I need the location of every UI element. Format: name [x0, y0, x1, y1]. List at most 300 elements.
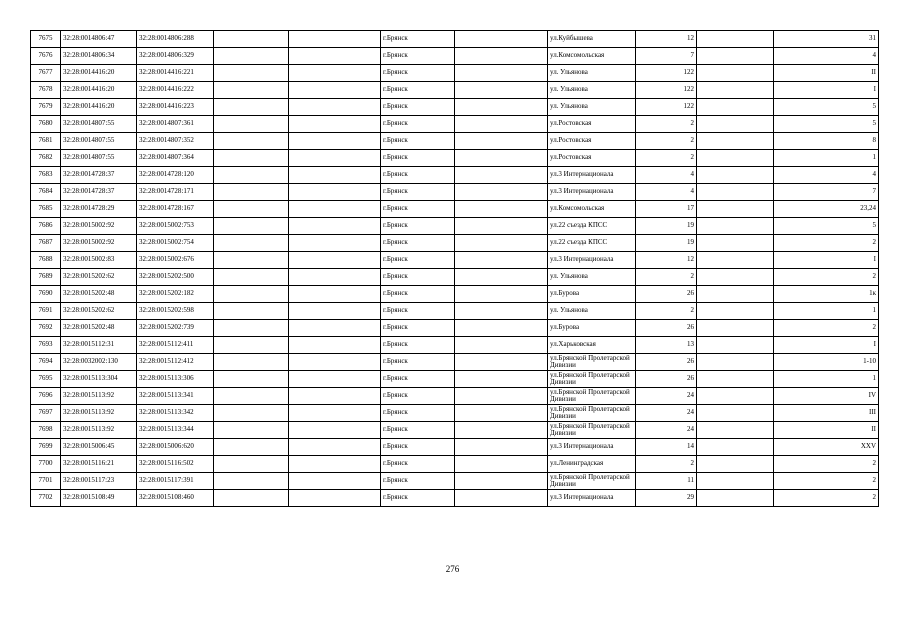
street-cell: ул.Брянской Пролетарской Дивизии [548, 354, 636, 371]
street-cell: ул.22 съезда КПСС [548, 235, 636, 252]
table-row [31, 82, 879, 99]
table-row [31, 473, 879, 490]
row-number-cell: 7679 [31, 99, 61, 116]
empty-cell [697, 201, 774, 218]
city-cell: г.Брянск [381, 388, 455, 405]
apartment-cell: 5 [774, 116, 879, 133]
street-cell: ул.Бурова [548, 320, 636, 337]
empty-cell [455, 65, 548, 82]
row-number-cell: 7685 [31, 201, 61, 218]
parcel-cadastral-number-cell: 32:28:0015002:92 [61, 235, 137, 252]
row-number-cell: 7683 [31, 167, 61, 184]
empty-cell [697, 388, 774, 405]
object-cadastral-number-cell: 32:28:0014807:352 [137, 133, 214, 150]
empty-cell [289, 184, 381, 201]
city-cell: г.Брянск [381, 48, 455, 65]
house-number-cell: 11 [636, 473, 697, 490]
row-number-cell: 7682 [31, 150, 61, 167]
empty-cell [697, 337, 774, 354]
parcel-cadastral-number-cell: 32:28:0032002:130 [61, 354, 137, 371]
empty-cell [455, 252, 548, 269]
parcel-cadastral-number-cell: 32:28:0015116:21 [61, 456, 137, 473]
apartment-cell: 8 [774, 133, 879, 150]
house-number-cell: 26 [636, 371, 697, 388]
apartment-cell: 4 [774, 167, 879, 184]
empty-cell [214, 337, 289, 354]
parcel-cadastral-number-cell: 32:28:0015202:48 [61, 320, 137, 337]
parcel-cadastral-number-cell: 32:28:0014807:55 [61, 150, 137, 167]
empty-cell [697, 133, 774, 150]
row-number-cell: 7694 [31, 354, 61, 371]
parcel-cadastral-number-cell: 32:28:0015006:45 [61, 439, 137, 456]
empty-cell [455, 184, 548, 201]
parcel-cadastral-number-cell: 32:28:0014728:37 [61, 167, 137, 184]
city-cell: г.Брянск [381, 150, 455, 167]
empty-cell [214, 456, 289, 473]
house-number-cell: 122 [636, 65, 697, 82]
table-row [31, 405, 879, 422]
parcel-cadastral-number-cell: 32:28:0015112:31 [61, 337, 137, 354]
street-cell: ул.Комсомольская [548, 48, 636, 65]
empty-cell [455, 48, 548, 65]
empty-cell [214, 371, 289, 388]
city-cell: г.Брянск [381, 456, 455, 473]
row-number-cell: 7686 [31, 218, 61, 235]
row-number-cell: 7697 [31, 405, 61, 422]
table-row [31, 184, 879, 201]
parcel-cadastral-number-cell: 32:28:0015202:62 [61, 303, 137, 320]
empty-cell [289, 405, 381, 422]
object-cadastral-number-cell: 32:28:0014728:120 [137, 167, 214, 184]
empty-cell [697, 218, 774, 235]
empty-cell [697, 184, 774, 201]
empty-cell [214, 320, 289, 337]
empty-cell [455, 133, 548, 150]
street-cell: ул. Ульянова [548, 303, 636, 320]
empty-cell [697, 235, 774, 252]
empty-cell [289, 473, 381, 490]
city-cell: г.Брянск [381, 320, 455, 337]
empty-cell [455, 201, 548, 218]
house-number-cell: 19 [636, 218, 697, 235]
empty-cell [455, 405, 548, 422]
object-cadastral-number-cell: 32:28:0014806:329 [137, 48, 214, 65]
street-cell: ул. Ульянова [548, 65, 636, 82]
apartment-cell: I [774, 337, 879, 354]
street-cell: ул.Брянской Пролетарской Дивизии [548, 388, 636, 405]
apartment-cell: II [774, 65, 879, 82]
empty-cell [214, 82, 289, 99]
street-cell: ул. Ульянова [548, 99, 636, 116]
empty-cell [697, 354, 774, 371]
row-number-cell: 7702 [31, 490, 61, 507]
empty-cell [455, 354, 548, 371]
empty-cell [214, 473, 289, 490]
object-cadastral-number-cell: 32:28:0014416:223 [137, 99, 214, 116]
empty-cell [455, 31, 548, 48]
empty-cell [697, 456, 774, 473]
empty-cell [289, 490, 381, 507]
apartment-cell: 7 [774, 184, 879, 201]
house-number-cell: 2 [636, 133, 697, 150]
table-row [31, 201, 879, 218]
table-row [31, 116, 879, 133]
street-cell: ул.22 съезда КПСС [548, 218, 636, 235]
street-cell: ул.Ростовская [548, 133, 636, 150]
empty-cell [214, 286, 289, 303]
parcel-cadastral-number-cell: 32:28:0014806:34 [61, 48, 137, 65]
empty-cell [214, 65, 289, 82]
apartment-cell: 2 [774, 490, 879, 507]
city-cell: г.Брянск [381, 252, 455, 269]
empty-cell [697, 405, 774, 422]
apartment-cell: 1-10 [774, 354, 879, 371]
city-cell: г.Брянск [381, 116, 455, 133]
apartment-cell: 5 [774, 99, 879, 116]
table-row [31, 371, 879, 388]
house-number-cell: 4 [636, 167, 697, 184]
house-number-cell: 7 [636, 48, 697, 65]
object-cadastral-number-cell: 32:28:0015202:598 [137, 303, 214, 320]
table-row [31, 354, 879, 371]
empty-cell [697, 116, 774, 133]
parcel-cadastral-number-cell: 32:28:0015002:92 [61, 218, 137, 235]
parcel-cadastral-number-cell: 32:28:0015202:62 [61, 269, 137, 286]
empty-cell [214, 167, 289, 184]
empty-cell [455, 371, 548, 388]
parcel-cadastral-number-cell: 32:28:0015113:92 [61, 388, 137, 405]
empty-cell [697, 82, 774, 99]
empty-cell [455, 303, 548, 320]
empty-cell [697, 320, 774, 337]
row-number-cell: 7695 [31, 371, 61, 388]
empty-cell [289, 422, 381, 439]
row-number-cell: 7693 [31, 337, 61, 354]
city-cell: г.Брянск [381, 422, 455, 439]
empty-cell [455, 473, 548, 490]
table-row [31, 31, 879, 48]
parcel-cadastral-number-cell: 32:28:0015113:304 [61, 371, 137, 388]
apartment-cell: 2 [774, 235, 879, 252]
empty-cell [697, 65, 774, 82]
parcel-cadastral-number-cell: 32:28:0015108:49 [61, 490, 137, 507]
city-cell: г.Брянск [381, 82, 455, 99]
empty-cell [289, 99, 381, 116]
object-cadastral-number-cell: 32:28:0015113:342 [137, 405, 214, 422]
city-cell: г.Брянск [381, 354, 455, 371]
apartment-cell: 31 [774, 31, 879, 48]
empty-cell [455, 167, 548, 184]
page-number: 276 [445, 564, 460, 574]
house-number-cell: 17 [636, 201, 697, 218]
empty-cell [455, 490, 548, 507]
row-number-cell: 7678 [31, 82, 61, 99]
empty-cell [214, 235, 289, 252]
empty-cell [289, 150, 381, 167]
empty-cell [289, 269, 381, 286]
empty-cell [455, 218, 548, 235]
apartment-cell: 2 [774, 269, 879, 286]
house-number-cell: 2 [636, 116, 697, 133]
table-row [31, 48, 879, 65]
street-cell: ул.3 Интернационала [548, 167, 636, 184]
empty-cell [697, 48, 774, 65]
city-cell: г.Брянск [381, 65, 455, 82]
row-number-cell: 7676 [31, 48, 61, 65]
apartment-cell: III [774, 405, 879, 422]
object-cadastral-number-cell: 32:28:0015113:344 [137, 422, 214, 439]
street-cell: ул.Комсомольская [548, 201, 636, 218]
apartment-cell: I [774, 252, 879, 269]
city-cell: г.Брянск [381, 286, 455, 303]
street-cell: ул.3 Интернационала [548, 490, 636, 507]
street-cell: ул.Ростовская [548, 150, 636, 167]
table-row [31, 252, 879, 269]
street-cell: ул.Брянской Пролетарской Дивизии [548, 405, 636, 422]
street-cell: ул.3 Интернационала [548, 252, 636, 269]
empty-cell [697, 371, 774, 388]
city-cell: г.Брянск [381, 31, 455, 48]
object-cadastral-number-cell: 32:28:0015108:460 [137, 490, 214, 507]
empty-cell [455, 456, 548, 473]
street-cell: ул. Ульянова [548, 269, 636, 286]
empty-cell [697, 473, 774, 490]
row-number-cell: 7681 [31, 133, 61, 150]
empty-cell [289, 167, 381, 184]
table-row [31, 286, 879, 303]
house-number-cell: 26 [636, 286, 697, 303]
row-number-cell: 7699 [31, 439, 61, 456]
parcel-cadastral-number-cell: 32:28:0015117:23 [61, 473, 137, 490]
table-row [31, 269, 879, 286]
apartment-cell: IV [774, 388, 879, 405]
empty-cell [214, 48, 289, 65]
parcel-cadastral-number-cell: 32:28:0015113:92 [61, 422, 137, 439]
empty-cell [697, 31, 774, 48]
object-cadastral-number-cell: 32:28:0014807:364 [137, 150, 214, 167]
empty-cell [697, 286, 774, 303]
house-number-cell: 24 [636, 405, 697, 422]
parcel-cadastral-number-cell: 32:28:0014806:47 [61, 31, 137, 48]
empty-cell [289, 201, 381, 218]
house-number-cell: 26 [636, 354, 697, 371]
house-number-cell: 4 [636, 184, 697, 201]
apartment-cell: 2 [774, 473, 879, 490]
house-number-cell: 24 [636, 388, 697, 405]
empty-cell [697, 303, 774, 320]
house-number-cell: 19 [636, 235, 697, 252]
empty-cell [214, 218, 289, 235]
empty-cell [214, 303, 289, 320]
parcel-cadastral-number-cell: 32:28:0014807:55 [61, 133, 137, 150]
table-row [31, 150, 879, 167]
city-cell: г.Брянск [381, 184, 455, 201]
empty-cell [455, 235, 548, 252]
empty-cell [214, 354, 289, 371]
object-cadastral-number-cell: 32:28:0015117:391 [137, 473, 214, 490]
empty-cell [214, 252, 289, 269]
house-number-cell: 26 [636, 320, 697, 337]
empty-cell [289, 320, 381, 337]
object-cadastral-number-cell: 32:28:0014806:288 [137, 31, 214, 48]
parcel-cadastral-number-cell: 32:28:0014807:55 [61, 116, 137, 133]
street-cell: ул.Ростовская [548, 116, 636, 133]
object-cadastral-number-cell: 32:28:0015002:753 [137, 218, 214, 235]
empty-cell [289, 48, 381, 65]
house-number-cell: 2 [636, 456, 697, 473]
empty-cell [214, 388, 289, 405]
empty-cell [455, 150, 548, 167]
city-cell: г.Брянск [381, 218, 455, 235]
object-cadastral-number-cell: 32:28:0015113:341 [137, 388, 214, 405]
empty-cell [289, 303, 381, 320]
empty-cell [214, 490, 289, 507]
empty-cell [455, 388, 548, 405]
row-number-cell: 7684 [31, 184, 61, 201]
table-row [31, 167, 879, 184]
empty-cell [455, 99, 548, 116]
apartment-cell: 4 [774, 48, 879, 65]
apartment-cell: 2 [774, 456, 879, 473]
row-number-cell: 7701 [31, 473, 61, 490]
street-cell: ул. Ульянова [548, 82, 636, 99]
table-row [31, 320, 879, 337]
house-number-cell: 2 [636, 150, 697, 167]
empty-cell [697, 422, 774, 439]
empty-cell [289, 337, 381, 354]
object-cadastral-number-cell: 32:28:0015112:411 [137, 337, 214, 354]
street-cell: ул.Куйбышева [548, 31, 636, 48]
object-cadastral-number-cell: 32:28:0014416:221 [137, 65, 214, 82]
empty-cell [289, 388, 381, 405]
empty-cell [697, 99, 774, 116]
empty-cell [289, 286, 381, 303]
table-row [31, 99, 879, 116]
city-cell: г.Брянск [381, 473, 455, 490]
house-number-cell: 13 [636, 337, 697, 354]
apartment-cell: 1к [774, 286, 879, 303]
object-cadastral-number-cell: 32:28:0014807:361 [137, 116, 214, 133]
empty-cell [289, 65, 381, 82]
row-number-cell: 7677 [31, 65, 61, 82]
house-number-cell: 14 [636, 439, 697, 456]
city-cell: г.Брянск [381, 303, 455, 320]
house-number-cell: 2 [636, 303, 697, 320]
table-row [31, 422, 879, 439]
row-number-cell: 7690 [31, 286, 61, 303]
empty-cell [214, 31, 289, 48]
parcel-cadastral-number-cell: 32:28:0014728:29 [61, 201, 137, 218]
empty-cell [214, 133, 289, 150]
empty-cell [455, 337, 548, 354]
apartment-cell: 1 [774, 303, 879, 320]
object-cadastral-number-cell: 32:28:0015002:754 [137, 235, 214, 252]
row-number-cell: 7675 [31, 31, 61, 48]
table-row [31, 388, 879, 405]
apartment-cell: XXV [774, 439, 879, 456]
empty-cell [214, 116, 289, 133]
empty-cell [455, 286, 548, 303]
empty-cell [214, 184, 289, 201]
empty-cell [455, 439, 548, 456]
city-cell: г.Брянск [381, 490, 455, 507]
street-cell: ул.Харьковская [548, 337, 636, 354]
row-number-cell: 7689 [31, 269, 61, 286]
apartment-cell: 2 [774, 320, 879, 337]
house-number-cell: 29 [636, 490, 697, 507]
row-number-cell: 7691 [31, 303, 61, 320]
city-cell: г.Брянск [381, 99, 455, 116]
empty-cell [289, 116, 381, 133]
city-cell: г.Брянск [381, 201, 455, 218]
empty-cell [289, 133, 381, 150]
house-number-cell: 122 [636, 82, 697, 99]
apartment-cell: 23,24 [774, 201, 879, 218]
apartment-cell: 1 [774, 371, 879, 388]
house-number-cell: 24 [636, 422, 697, 439]
object-cadastral-number-cell: 32:28:0015202:182 [137, 286, 214, 303]
street-cell: ул.3 Интернационала [548, 439, 636, 456]
row-number-cell: 7688 [31, 252, 61, 269]
parcel-cadastral-number-cell: 32:28:0015202:48 [61, 286, 137, 303]
empty-cell [455, 320, 548, 337]
table-row [31, 303, 879, 320]
object-cadastral-number-cell: 32:28:0015112:412 [137, 354, 214, 371]
object-cadastral-number-cell: 32:28:0015002:676 [137, 252, 214, 269]
empty-cell [697, 490, 774, 507]
city-cell: г.Брянск [381, 167, 455, 184]
city-cell: г.Брянск [381, 269, 455, 286]
empty-cell [455, 82, 548, 99]
parcel-cadastral-number-cell: 32:28:0015113:92 [61, 405, 137, 422]
row-number-cell: 7698 [31, 422, 61, 439]
row-number-cell: 7696 [31, 388, 61, 405]
empty-cell [289, 82, 381, 99]
empty-cell [697, 439, 774, 456]
row-number-cell: 7700 [31, 456, 61, 473]
object-cadastral-number-cell: 32:28:0015113:306 [137, 371, 214, 388]
empty-cell [697, 252, 774, 269]
city-cell: г.Брянск [381, 235, 455, 252]
empty-cell [214, 150, 289, 167]
row-number-cell: 7687 [31, 235, 61, 252]
city-cell: г.Брянск [381, 405, 455, 422]
street-cell: ул.Брянской Пролетарской Дивизии [548, 371, 636, 388]
object-cadastral-number-cell: 32:28:0014728:171 [137, 184, 214, 201]
street-cell: ул.3 Интернационала [548, 184, 636, 201]
apartment-cell: I [774, 82, 879, 99]
house-number-cell: 12 [636, 252, 697, 269]
table-row [31, 337, 879, 354]
table-body [31, 31, 879, 507]
table-row [31, 218, 879, 235]
property-table [30, 30, 879, 507]
empty-cell [289, 252, 381, 269]
empty-cell [289, 371, 381, 388]
apartment-cell: 1 [774, 150, 879, 167]
city-cell: г.Брянск [381, 337, 455, 354]
city-cell: г.Брянск [381, 371, 455, 388]
object-cadastral-number-cell: 32:28:0015202:739 [137, 320, 214, 337]
object-cadastral-number-cell: 32:28:0015202:500 [137, 269, 214, 286]
empty-cell [455, 422, 548, 439]
table-row [31, 65, 879, 82]
parcel-cadastral-number-cell: 32:28:0014728:37 [61, 184, 137, 201]
empty-cell [214, 269, 289, 286]
parcel-cadastral-number-cell: 32:28:0014416:20 [61, 65, 137, 82]
object-cadastral-number-cell: 32:28:0015006:620 [137, 439, 214, 456]
empty-cell [455, 269, 548, 286]
